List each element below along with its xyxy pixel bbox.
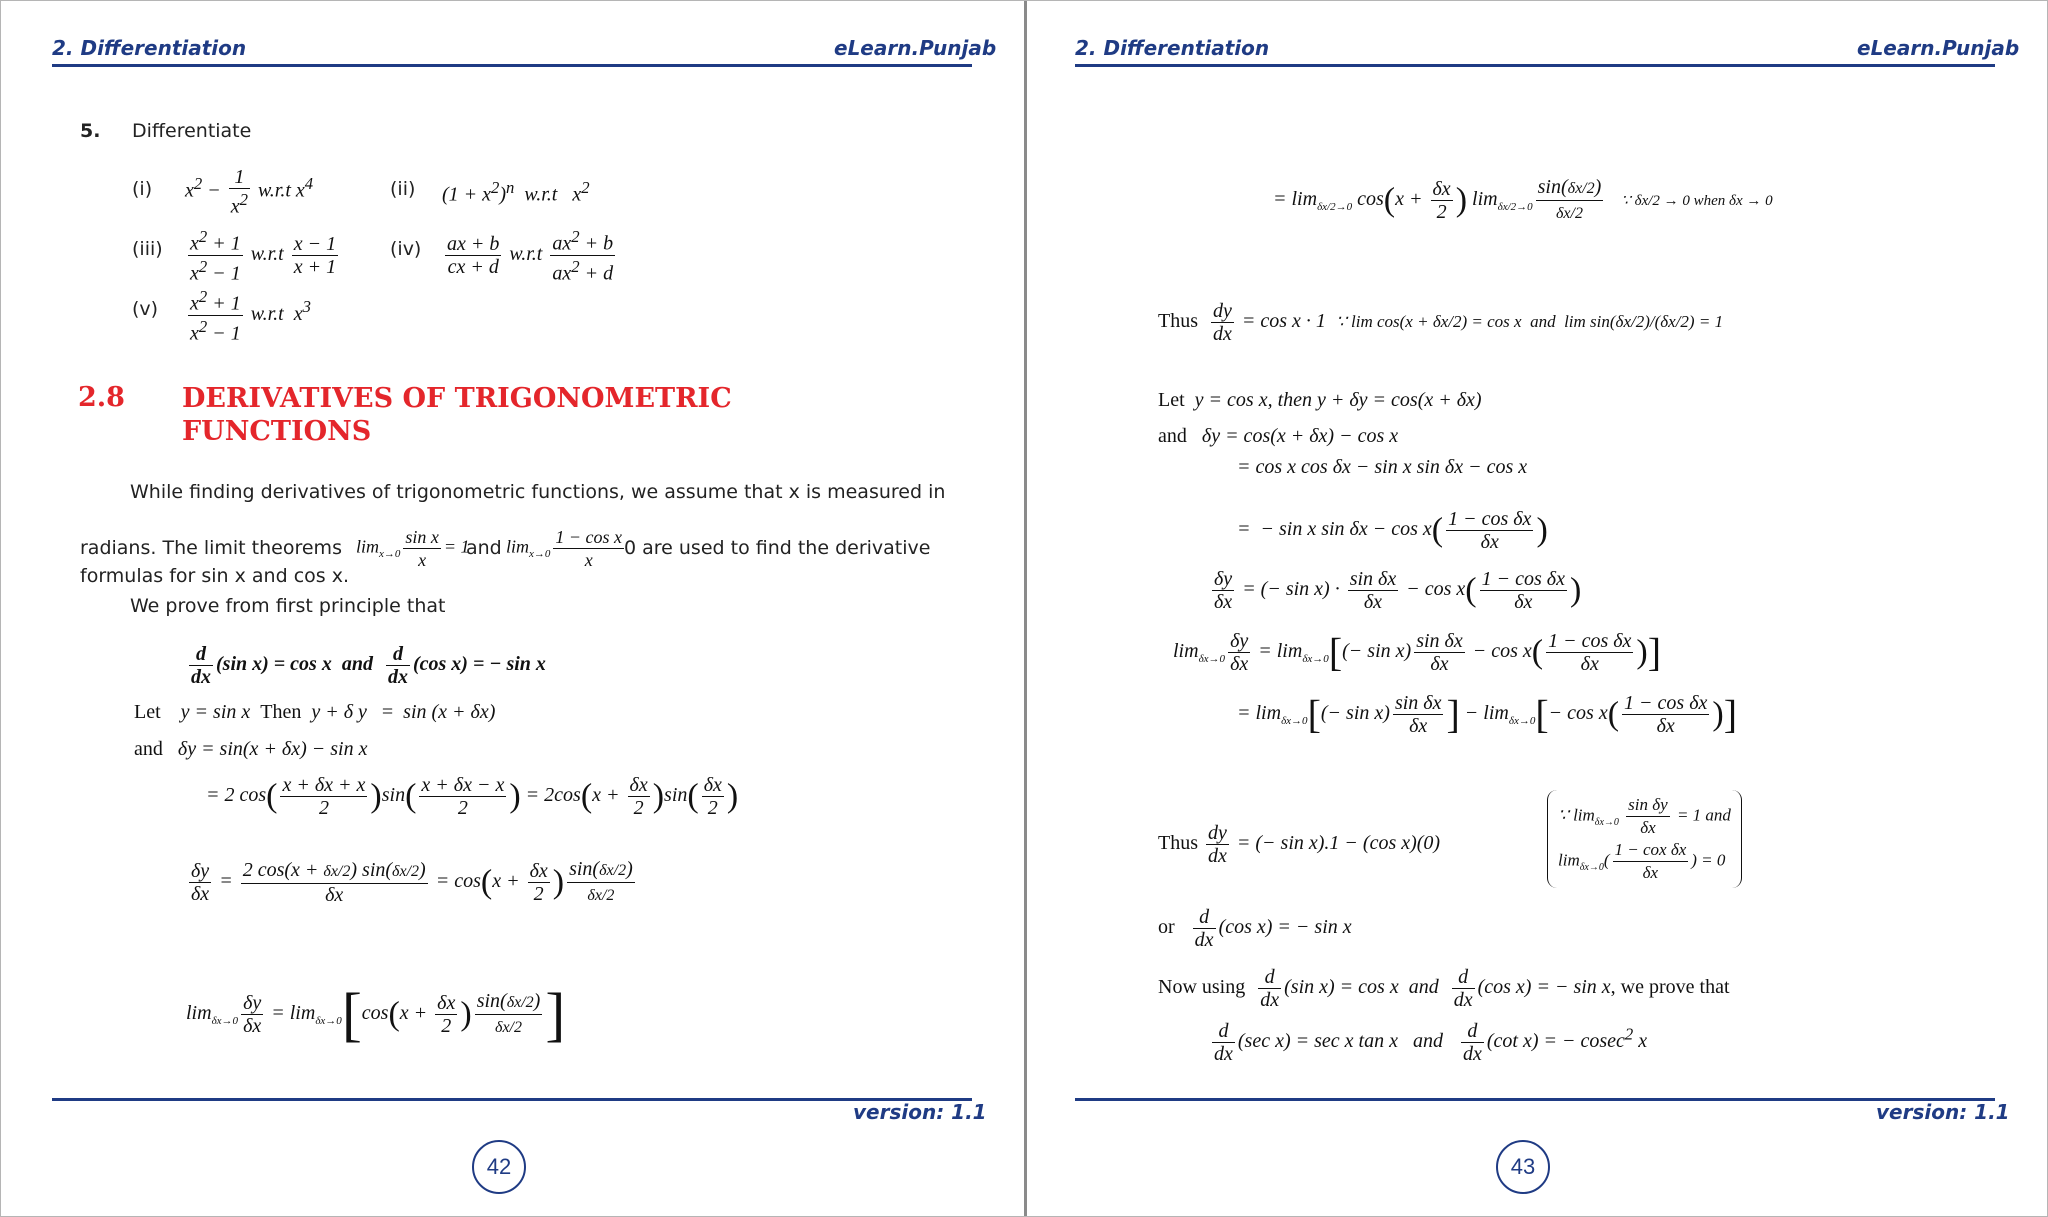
version-label: version: 1.1 [853,1100,987,1124]
right-step-10: Thus $\frac{dy}{dx}$ = (− sin x).1 − (cos x)(0) [1158,822,1441,867]
let-line: Let y = sin x Then y + δ y = sin (x + δx) [134,701,496,723]
item-expr-v: $\frac{x^2 + 1}{x^2 - 1}$ w.r.t $x^3$ [190,287,311,345]
right-step-11: or $\frac{d}{dx}$ (cos x) = − sin x [1158,906,1352,951]
step-1: = 2 cos( $\frac{x + \delta x + x}{2}$ )sin( $\frac{x + \delta x - x}{2}$ ) = 2cos(x + $\frac{\delta x}{2}$ )sin( $\frac{\delta x}{2}$ ) [206,774,739,819]
item-label-ii: (ii) [390,178,416,200]
header-rule [1075,64,1995,67]
brand-header: eLearn.Punjab [834,36,997,60]
chapter-header: 2. Differentiation [52,36,247,60]
right-condition-box: ∵ $\lim_{\delta x\to 0}$ $\frac{\text{sin δy}}{\delta x}$ = 1 and $\lim_{\delta x\to 0}$( $\frac{\text{1 − cox δx}}{\delta x}$ ) = 0 [1547,790,1742,888]
version-label: version: 1.1 [1876,1100,2010,1124]
paragraph-4: We prove from first principle that [130,595,446,617]
right-step-5: = cos x cos δx − sin x sin δx − cos x [1237,456,1528,478]
right-step-7: $\frac{\delta y}{\delta x}$ = (− sin x) · $\frac{\text{sin δx}}{\delta x}$ − cos x( $\frac{\text{1 − cos δx}}{\delta x}$ ) [1214,568,1582,613]
right-step-12: Now using $\frac{d}{dx}$ (sin x) = cos x and $\frac{d}{dx}$ (cos x) = − sin x, we prove that [1158,966,1730,1011]
paragraph-2-end: 0 are used to find the derivative [624,537,931,559]
right-step-13: $\frac{d}{dx}$ (sec x) = sec x tan x and $\frac{d}{dx}$ (cot x) = − cosec$^2$ x [1214,1020,1648,1065]
item-expr-ii: $(1 + x^2)^n$ w.r.t $x^2$ [442,178,590,206]
chapter-header: 2. Differentiation [1075,36,1270,60]
right-let-line: Let y = cos x, then y + δy = cos(x + δx) [1158,389,1482,411]
limit-sinx-over-x: $\lim_{x\to 0}$ $\frac{\text{sin x}}{x}$ = 1 [356,527,470,570]
right-step-6: = − sin x sin δx − cos x( $\frac{\text{1 − cos δx}}{\delta x}$ ) [1237,508,1548,553]
item-expr-iv: $\frac{ax + b}{cx + d}$ w.r.t $\frac{ax^2 + b}{ax^2 + d}$ [447,227,614,285]
step-3: $\lim_{\delta x\to 0}$ $\frac{\delta y}{\delta x}$ = $\lim_{\delta x\to 0}[\cos(x$ + $\frac{\delta x}{2}$ ) $\frac{\sin(\delta x/2)}{\delta x/2}$ ] [186,981,566,1048]
and-line: and δy = sin(x + δx) − sin x [134,738,368,760]
page-number: 43 [1496,1140,1550,1194]
item-label-iv: (iv) [390,238,422,260]
limit-cosx: $\lim_{x\to 0}$ $\frac{\text{1 − cos x}}{x}$ [506,527,623,570]
footer-rule [52,1098,972,1101]
section-number: 2.8 [78,382,125,413]
item-expr-i: $x^2$ − $\frac{1}{x^2}$ w.r.t $x^4$ [185,166,314,218]
paragraph-3: formulas for sin x and cos x. [80,565,349,587]
page-number: 42 [472,1140,526,1194]
item-expr-iii: $\frac{x^2 + 1}{x^2 - 1}$ w.r.t $\frac{x - 1}{x + 1}$ [190,227,337,285]
right-and-line: and δy = cos(x + δx) − cos x [1158,425,1399,447]
header-rule [52,64,972,67]
item-label-v: (v) [132,298,159,320]
item-label-i: (i) [132,178,153,200]
exercise-title: Differentiate [132,120,252,142]
derivative-results: $\frac{d}{dx}$ (sin x) = cos x and $\frac{d}{dx}$ (cos x) = − sin x [191,643,546,688]
step-2: $\frac{\delta y}{\delta x}$ = $\frac{2 \cos(x + \delta x/2) \sin(\delta x/2)}{\delta x}$ = cos(x + $\frac{\delta x}{2}$ ) $\frac{\sin(\delta x/2)}{\delta x/2}$ [191,858,633,906]
right-step-1: = $\lim_{\delta x/2\to 0} \cos(x$ + $\frac{\delta x}{2}$ ) $\lim_{\delta x/2\to 0}$ $\frac{\sin(\delta x/2)}{\delta x/2}$ ∵ δx/2 → 0 when δx → 0 [1273,176,1773,223]
exercise-number: 5. [80,120,101,142]
item-label-iii: (iii) [132,238,163,260]
right-step-8: $\lim_{\delta x\to 0}$ $\frac{\delta y}{\delta x}$ = $\lim_{\delta x\to 0}[(- \sin x)$ $\frac{\text{sin δx}}{\delta x}$ − cos x( $\frac{\text{1 − cos δx}}{\delta x}$ )] [1173,629,1662,675]
paragraph-2-start: radians. The limit theorems [80,537,342,559]
paragraph-2-and: and [466,537,502,559]
section-title: DERIVATIVES OF TRIGONOMETRIC FUNCTIONS [182,383,732,447]
paragraph-1: While finding derivatives of trigonometric functions, we assume that x is measured in [130,481,946,503]
brand-header: eLearn.Punjab [1857,36,2020,60]
right-step-2: Thus $\frac{dy}{dx}$ = cos x · 1 ∵ lim cos(x + δx/2) = cos x and lim sin(δx/2)/(δx/2) = 1 [1158,300,1724,345]
footer-rule [1075,1098,1995,1101]
right-page [1027,0,2048,1217]
right-step-9: = $\lim_{\delta x\to 0}[(- \sin x)$ $\frac{\text{sin δx}}{\delta x}$ ] − $\lim_{\delta x\to 0}[- \cos x$( $\frac{\text{1 − cos δx}}{\delta x}$ )] [1237,691,1738,737]
